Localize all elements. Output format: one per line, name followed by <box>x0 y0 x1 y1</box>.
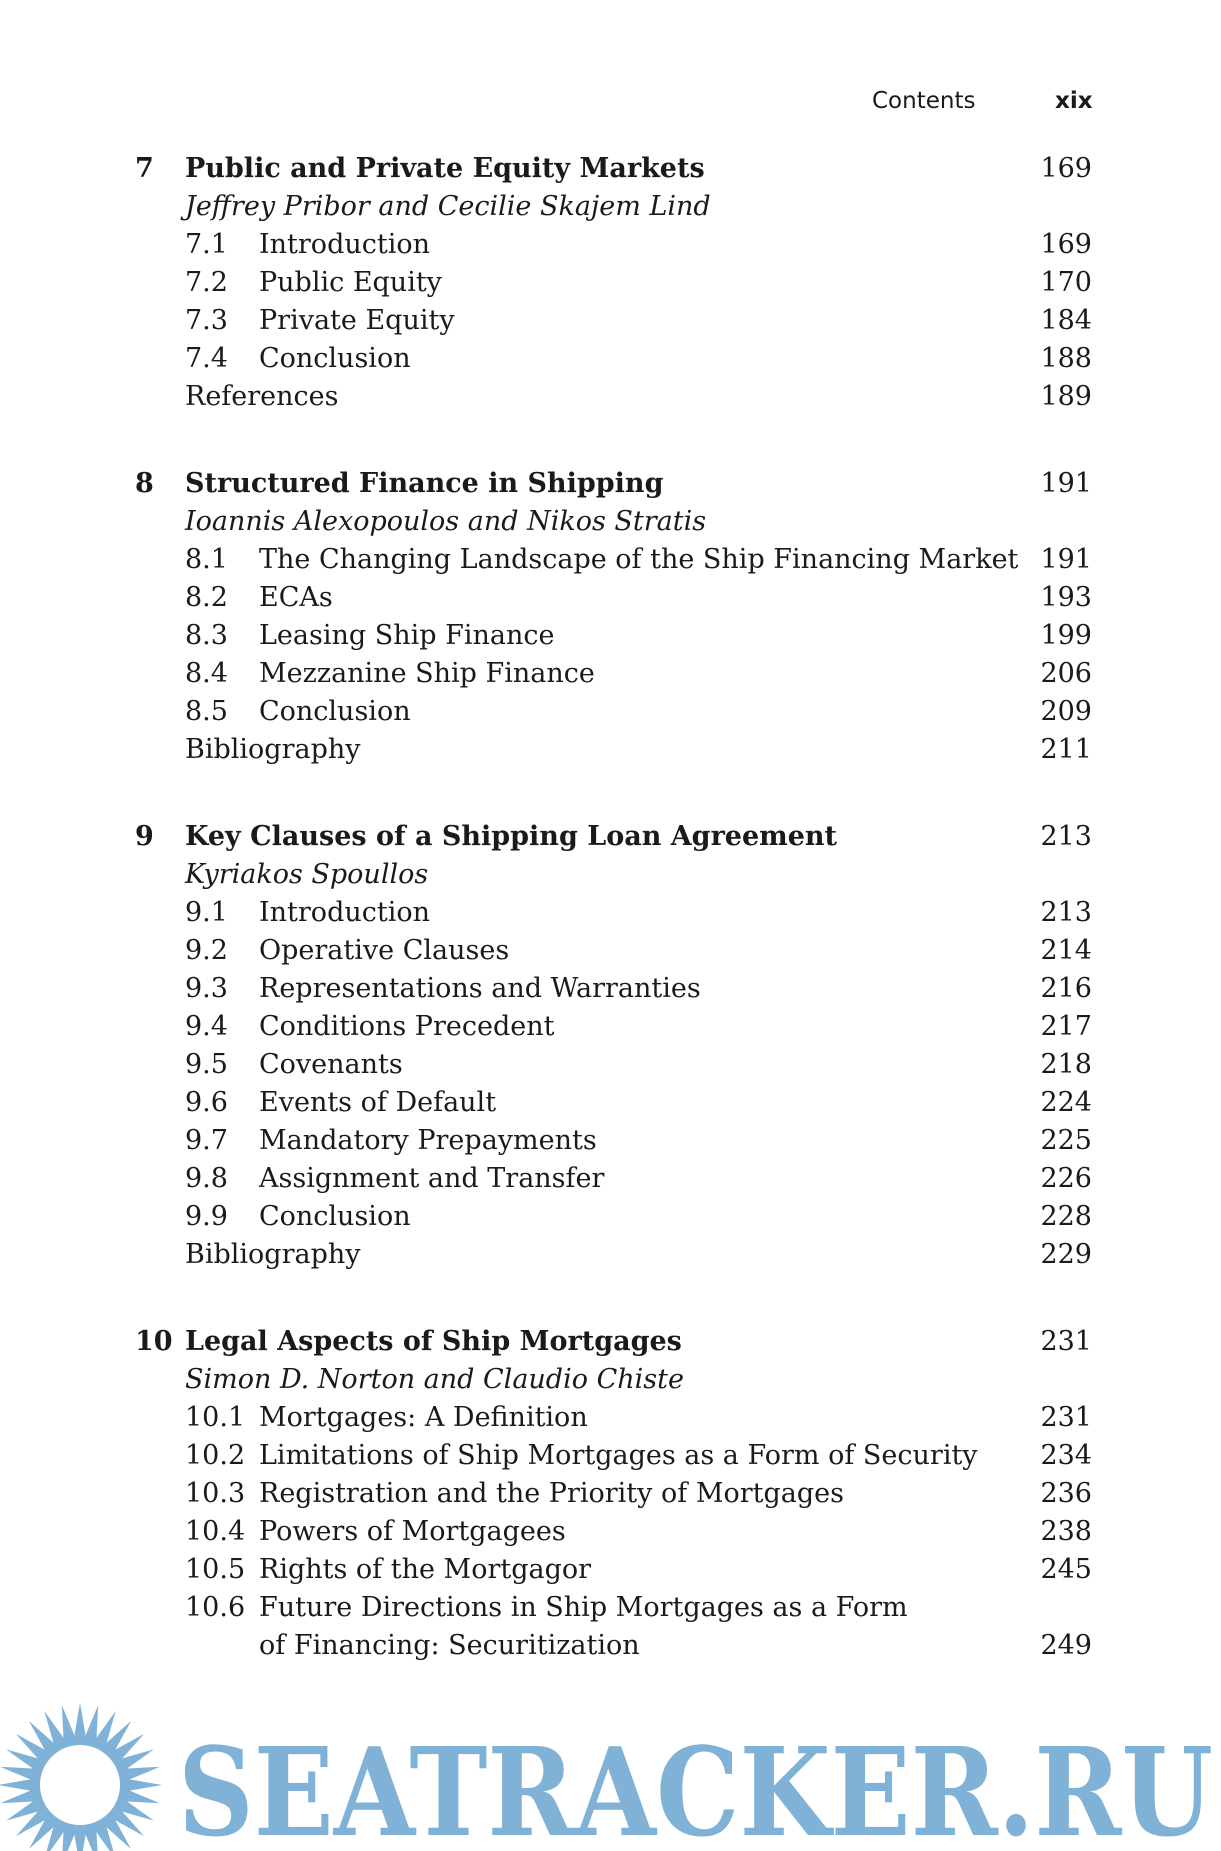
bibliography-title: Bibliography <box>185 734 361 765</box>
section-entry[interactable] <box>0 1399 1221 1437</box>
section-page: 199 <box>1040 620 1092 651</box>
section-number: 9.7 <box>185 1125 228 1156</box>
section-title: Powers of Mortgagees <box>259 1516 566 1547</box>
section-entry[interactable] <box>0 1046 1221 1084</box>
section-page: 213 <box>1040 897 1092 928</box>
chapter-heading[interactable] <box>0 1323 1221 1361</box>
section-entry[interactable] <box>0 1008 1221 1046</box>
chapter-title: Structured Finance in Shipping <box>185 468 664 499</box>
section-number: 7.2 <box>185 267 228 298</box>
chapter-7 <box>0 150 1221 416</box>
section-number: 10.4 <box>185 1516 246 1547</box>
section-title: Limitations of Ship Mortgages as a Form of Security <box>259 1440 978 1471</box>
bibliography-page: 229 <box>1040 1239 1092 1270</box>
chapter-8 <box>0 465 1221 769</box>
chapter-number: 8 <box>135 468 154 499</box>
references-page: 189 <box>1040 381 1092 412</box>
chapter-number: 10 <box>135 1326 173 1357</box>
section-title-continuation: of Financing: Securitization <box>259 1630 640 1661</box>
section-page: 214 <box>1040 935 1092 966</box>
chapter-authors: Simon D. Norton and Claudio Chiste <box>185 1364 684 1395</box>
section-entry[interactable] <box>0 579 1221 617</box>
section-title: Events of Default <box>259 1087 497 1118</box>
section-entry[interactable] <box>0 302 1221 340</box>
section-number: 9.5 <box>185 1049 228 1080</box>
section-title: The Changing Landscape of the Ship Financing Market <box>259 544 1019 575</box>
section-page: 234 <box>1040 1440 1092 1471</box>
section-title: Mandatory Prepayments <box>259 1125 597 1156</box>
chapter-authors: Ioannis Alexopoulos and Nikos Stratis <box>185 506 707 537</box>
section-page: 226 <box>1040 1163 1092 1194</box>
running-head <box>0 88 1221 118</box>
seatracker-watermark <box>0 1690 1221 1851</box>
section-entry[interactable] <box>0 1513 1221 1551</box>
section-number: 10.2 <box>185 1440 246 1471</box>
section-title: Assignment and Transfer <box>259 1163 605 1194</box>
section-number: 7.4 <box>185 343 228 374</box>
section-page: 217 <box>1040 1011 1092 1042</box>
section-page: 170 <box>1040 267 1092 298</box>
chapter-page: 213 <box>1040 821 1092 852</box>
section-title: Conclusion <box>259 1201 411 1232</box>
section-number: 9.4 <box>185 1011 228 1042</box>
section-entry[interactable] <box>0 1589 1221 1627</box>
section-page: 225 <box>1040 1125 1092 1156</box>
sun-core <box>40 1745 120 1825</box>
chapter-authors-row <box>0 1361 1221 1399</box>
section-title: Covenants <box>259 1049 403 1080</box>
section-entry[interactable] <box>0 970 1221 1008</box>
section-title: ECAs <box>259 582 333 613</box>
section-number: 8.1 <box>185 544 228 575</box>
section-number: 9.9 <box>185 1201 228 1232</box>
running-head-page-number: xix <box>1055 88 1093 114</box>
section-title: Rights of the Mortgagor <box>259 1554 592 1585</box>
section-page: 236 <box>1040 1478 1092 1509</box>
section-page: 188 <box>1040 343 1092 374</box>
chapter-title: Public and Private Equity Markets <box>185 153 705 184</box>
section-page: 206 <box>1040 658 1092 689</box>
section-title: Conclusion <box>259 343 411 374</box>
watermark-text: SEATRACKER.RU <box>178 1720 1213 1851</box>
section-entry[interactable] <box>0 932 1221 970</box>
chapter-authors-row <box>0 188 1221 226</box>
section-number: 10.6 <box>185 1592 246 1623</box>
section-number: 9.8 <box>185 1163 228 1194</box>
table-of-contents <box>0 150 1221 1714</box>
section-entry[interactable] <box>0 264 1221 302</box>
section-page: 169 <box>1040 229 1092 260</box>
section-number: 10.5 <box>185 1554 246 1585</box>
section-title: Mortgages: A Definition <box>259 1402 588 1433</box>
chapter-title: Key Clauses of a Shipping Loan Agreement <box>185 821 837 852</box>
chapter-page: 191 <box>1040 468 1092 499</box>
section-page: 245 <box>1040 1554 1092 1585</box>
section-page: 209 <box>1040 696 1092 727</box>
section-page: 228 <box>1040 1201 1092 1232</box>
section-title: Mezzanine Ship Finance <box>259 658 595 689</box>
section-number: 8.4 <box>185 658 228 689</box>
section-title: Introduction <box>259 229 430 260</box>
section-number: 9.1 <box>185 897 228 928</box>
section-entry[interactable] <box>0 1475 1221 1513</box>
section-entry[interactable] <box>0 1160 1221 1198</box>
section-page: 184 <box>1040 305 1092 336</box>
section-entry[interactable] <box>0 693 1221 731</box>
chapter-page: 231 <box>1040 1326 1092 1357</box>
references-entry[interactable] <box>0 378 1221 416</box>
chapter-authors: Jeffrey Pribor and Cecilie Skajem Lind <box>185 191 711 222</box>
section-entry[interactable] <box>0 1551 1221 1589</box>
section-number: 7.3 <box>185 305 228 336</box>
section-title: Public Equity <box>259 267 442 298</box>
section-number: 9.2 <box>185 935 228 966</box>
section-number: 8.5 <box>185 696 228 727</box>
chapter-title: Legal Aspects of Ship Mortgages <box>185 1326 682 1357</box>
chapter-10 <box>0 1323 1221 1665</box>
section-entry[interactable] <box>0 655 1221 693</box>
chapter-heading[interactable] <box>0 465 1221 503</box>
section-number: 9.6 <box>185 1087 228 1118</box>
section-page: 216 <box>1040 973 1092 1004</box>
section-number: 10.3 <box>185 1478 246 1509</box>
section-entry[interactable] <box>0 894 1221 932</box>
chapter-number: 7 <box>135 153 154 184</box>
bibliography-page: 211 <box>1040 734 1092 765</box>
section-entry[interactable] <box>0 226 1221 264</box>
section-title: Leasing Ship Finance <box>259 620 555 651</box>
section-number: 9.3 <box>185 973 228 1004</box>
section-entry-continuation[interactable] <box>0 1627 1221 1665</box>
section-entry[interactable] <box>0 1437 1221 1475</box>
section-entry[interactable] <box>0 1084 1221 1122</box>
chapter-authors-row <box>0 856 1221 894</box>
section-entry[interactable] <box>0 1122 1221 1160</box>
running-head-title: Contents <box>872 88 976 114</box>
chapter-authors-row <box>0 503 1221 541</box>
bibliography-title: Bibliography <box>185 1239 361 1270</box>
section-entry[interactable] <box>0 1198 1221 1236</box>
references-title: References <box>185 381 339 412</box>
chapter-number: 9 <box>135 821 154 852</box>
chapter-heading[interactable] <box>0 818 1221 856</box>
section-number: 10.1 <box>185 1402 246 1433</box>
section-number: 8.2 <box>185 582 228 613</box>
section-title: Introduction <box>259 897 430 928</box>
chapter-authors: Kyriakos Spoullos <box>185 859 429 890</box>
chapter-heading[interactable] <box>0 150 1221 188</box>
section-number: 7.1 <box>185 229 228 260</box>
section-title: Conclusion <box>259 696 411 727</box>
section-title: Private Equity <box>259 305 455 336</box>
section-page: 238 <box>1040 1516 1092 1547</box>
chapter-9 <box>0 818 1221 1274</box>
section-entry[interactable] <box>0 617 1221 655</box>
section-title: Representations and Warranties <box>259 973 701 1004</box>
chapter-page: 169 <box>1040 153 1092 184</box>
references-entry[interactable] <box>0 1236 1221 1274</box>
section-page: 249 <box>1040 1630 1092 1661</box>
section-title: Registration and the Priority of Mortgages <box>259 1478 844 1509</box>
section-page: 224 <box>1040 1087 1092 1118</box>
section-entry[interactable] <box>0 541 1221 579</box>
watermark-graphic <box>0 1690 1221 1851</box>
section-title: Future Directions in Ship Mortgages as a Form <box>259 1592 908 1623</box>
references-entry[interactable] <box>0 731 1221 769</box>
section-number: 8.3 <box>185 620 228 651</box>
section-page: 231 <box>1040 1402 1092 1433</box>
section-title: Operative Clauses <box>259 935 510 966</box>
section-title: Conditions Precedent <box>259 1011 555 1042</box>
section-entry[interactable] <box>0 340 1221 378</box>
section-page: 218 <box>1040 1049 1092 1080</box>
sun-burst-icon <box>0 1703 162 1851</box>
section-page: 191 <box>1040 544 1092 575</box>
section-page: 193 <box>1040 582 1092 613</box>
